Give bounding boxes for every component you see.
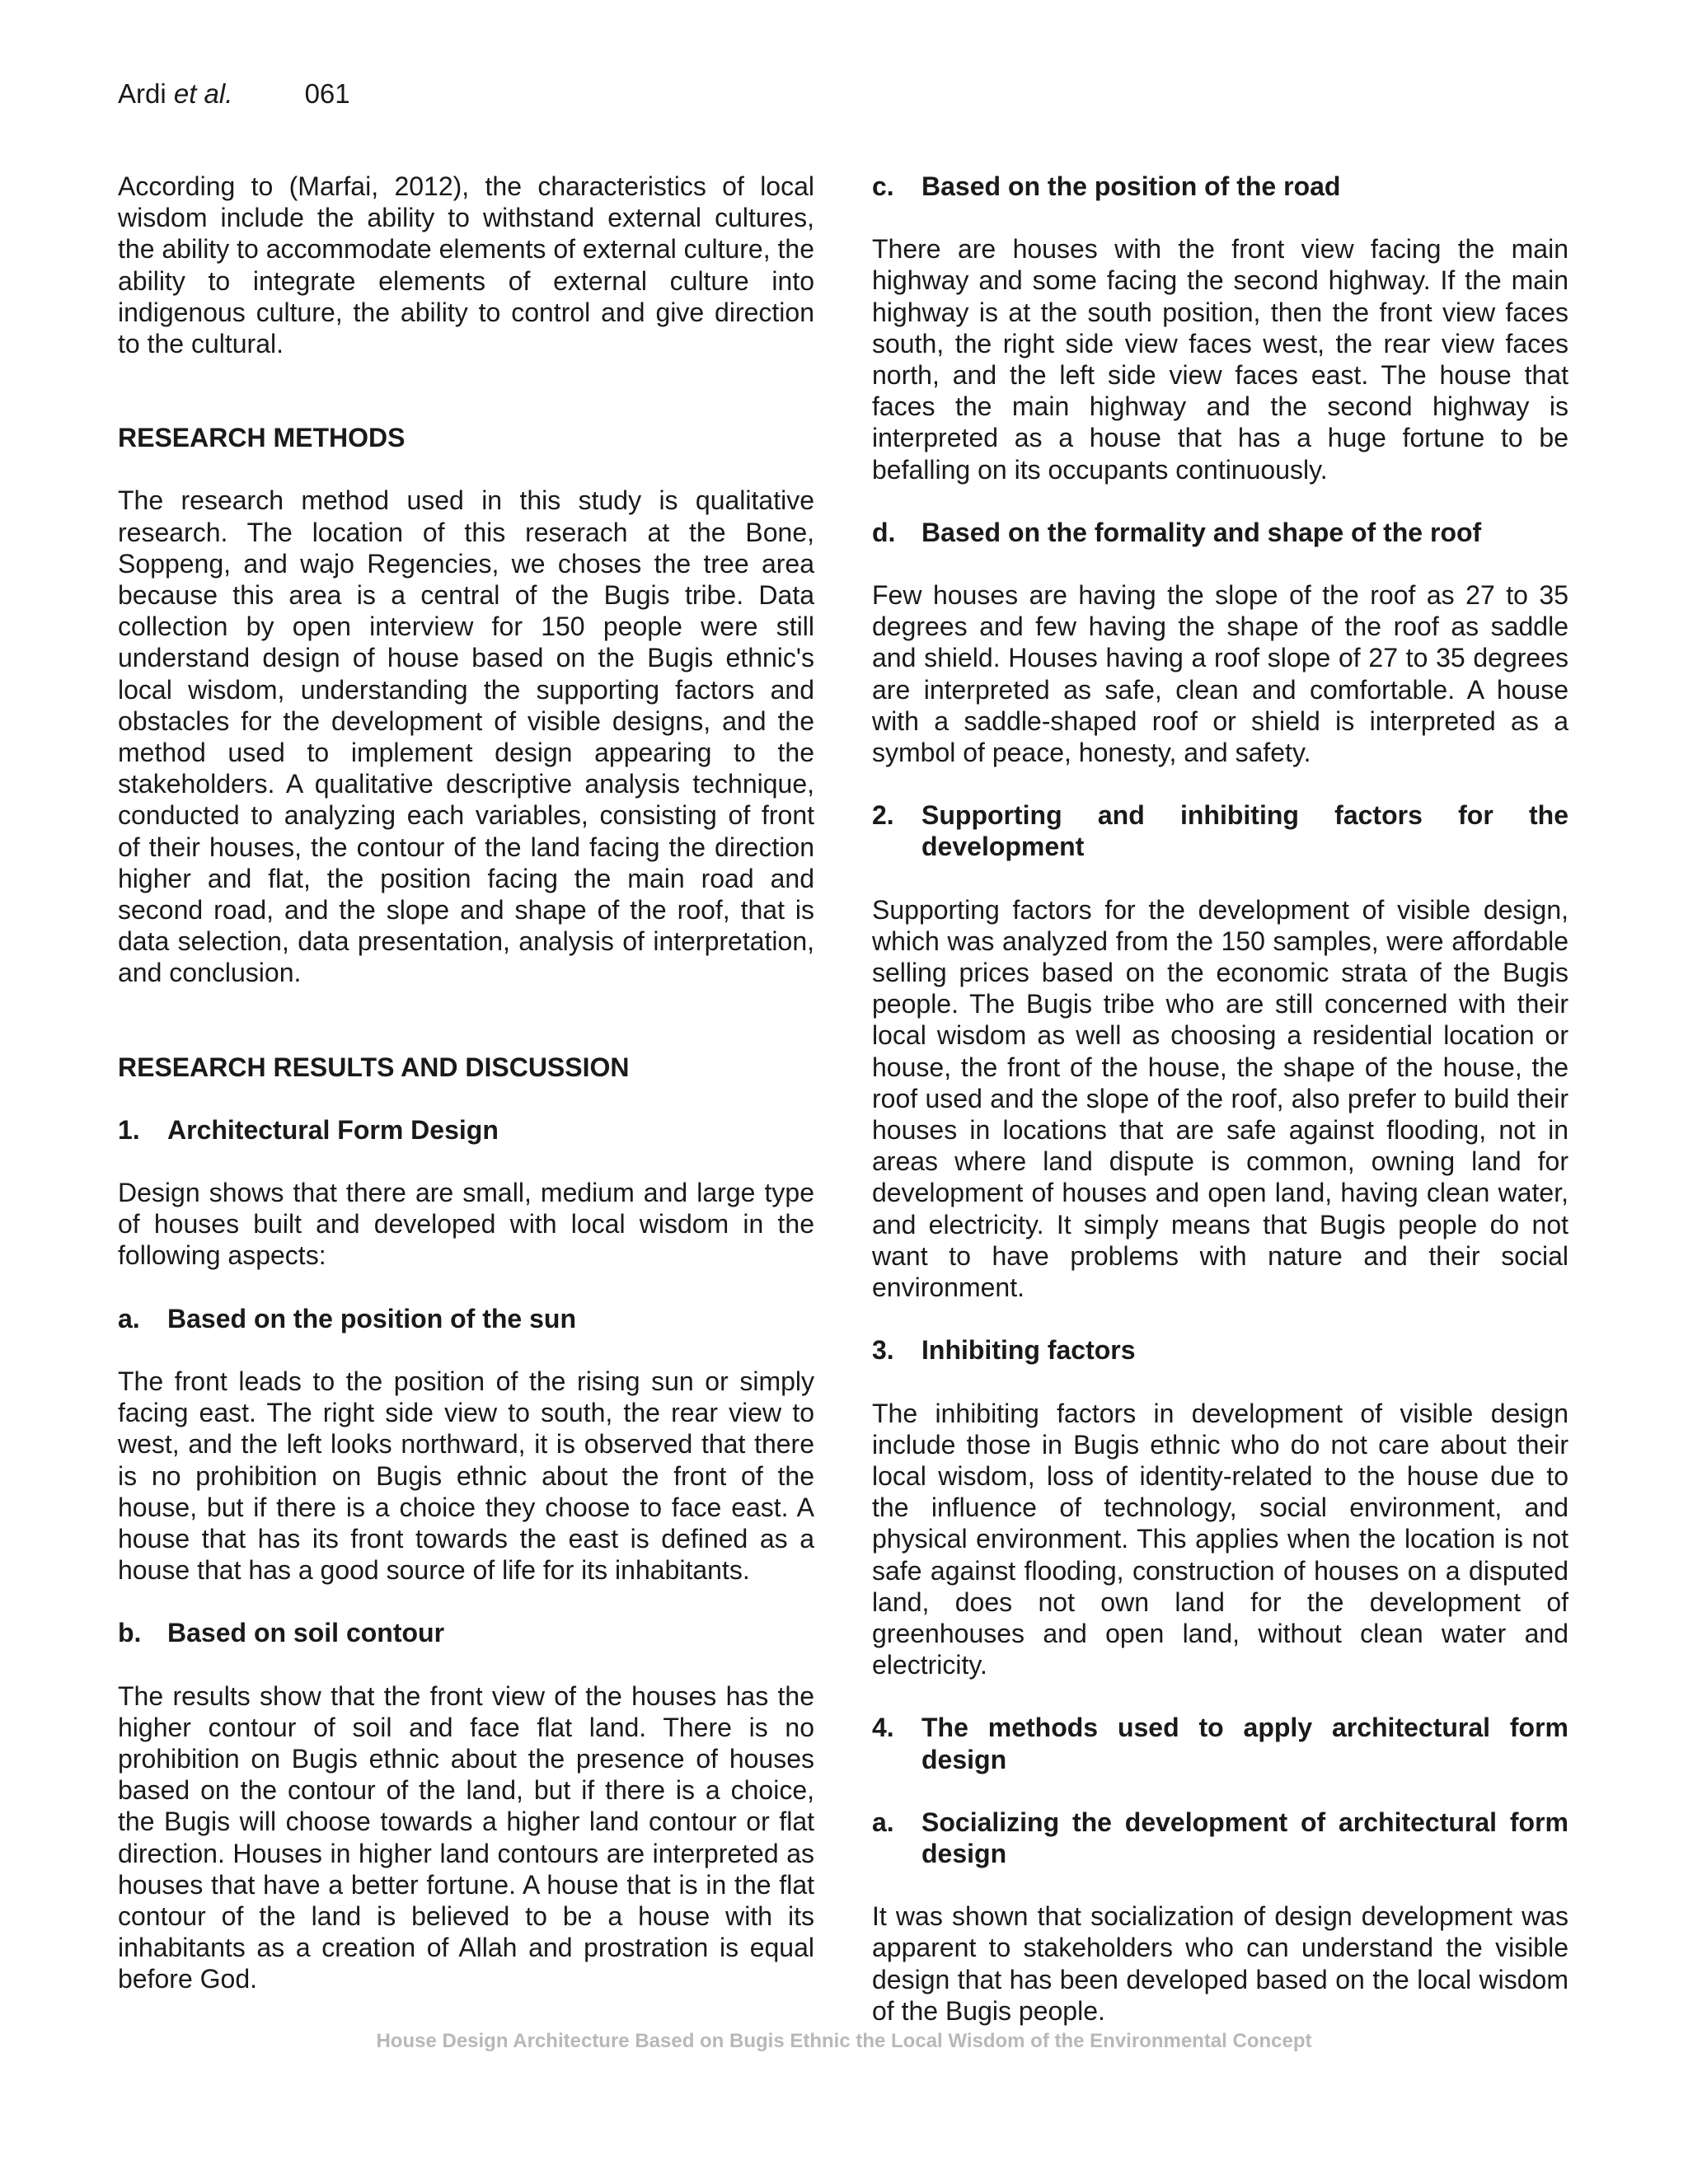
section-b-paragraph: The results show that the front view of the houses has the higher contour of soil and face flat land. There is no prohibition on Bugis ethnic about the presence of houses based on the contour of the land, but if there is a choice, the Bugis will choose towards a higher land contour or flat direction. Houses in higher land contours are interpreted as houses that have a better fortune. A house that is in the flat contour of the land is believed to be a house with its inhabitants as a creation of Allah and prostration is equal before God. <box>118 1680 814 1994</box>
author-name: Ardi <box>118 78 166 109</box>
section-b-heading <box>118 1617 814 1648</box>
section-number: a. <box>872 1807 894 1837</box>
section-3-paragraph: The inhibiting factors in development of visible design include those in Bugis ethnic who do not care about their local wisdom, loss of identity-related to the house due to the influence of technology, social environment, and physical environment. This applies when the location is not safe against flooding, construction of houses on a disputed land, does not own land for the development of greenhouses and open land, without clean water and electricity. <box>872 1398 1568 1680</box>
section-a-heading <box>118 1303 814 1334</box>
page-header <box>118 76 350 112</box>
section-2-heading <box>872 799 1568 862</box>
section-title: Based on the position of the road <box>921 171 1341 201</box>
section-number: 3. <box>872 1335 894 1366</box>
section-3-heading <box>872 1334 1568 1366</box>
section-title: Socializing the development of architectural form design <box>921 1807 1568 1868</box>
section-2-paragraph: Supporting factors for the development of visible design, which was analyzed from the 150 samples, were affordable selling prices based on the economic strata of the Bugis people. The Bugis tribe who are still concerned with their local wisdom as well as choosing a residential location or house, the front of the house, the shape of the house, the roof used and the slope of the roof, also prefer to build their houses in locations that are safe against flooding, not in areas where land dispute is common, owning land for development of houses and open land, having clean water, and electricity. It simply means that Bugis people do not want to have problems with nature and their social environment. <box>872 894 1568 1303</box>
results-heading: RESEARCH RESULTS AND DISCUSSION <box>118 1052 630 1082</box>
intro-paragraph: According to (Marfai, 2012), the characteristics of local wisdom include the ability to withstand external cultures, the ability to accommodate elements of external culture, the ability to integrate elements of external culture into indigenous culture, the ability to control and give direction to the cultural. <box>118 171 814 359</box>
section-number: a. <box>118 1303 140 1333</box>
section-1-paragraph: Design shows that there are small, medium and large type of houses built and developed with local wisdom in the following aspects: <box>118 1178 814 1271</box>
section-title: Based on the position of the sun <box>167 1303 576 1333</box>
right-column <box>872 171 1568 2027</box>
section-a-paragraph: The front leads to the position of the rising sun or simply facing east. The right side view to south, the rear view to west, and the left looks northward, it is observed that there is no prohibition on Bugis ethnic about the front of the house, but if there is a choice they choose to face east. A house that has its front towards the east is defined as a house that has a good source of life for its inhabitants. <box>118 1366 814 1586</box>
section-title: Architectural Form Design <box>167 1114 499 1145</box>
left-column <box>118 171 814 1995</box>
section-c-heading <box>872 171 1568 202</box>
section-number: 2. <box>872 800 894 831</box>
research-methods-paragraph: The research method used in this study is qualitative research. The location of this reserach at the Bone, Soppeng, and wajo Regencies, we choses the tree area because this area is a central of the Bugis tribe. Data collection by open interview for 150 people were still understand design of house based on the Bugis ethnic's local wisdom, understanding the supporting factors and obstacles for the development of visible designs, and the method used to implement design appearing to the stakeholders. A qualitative descriptive analysis technique, conducted to analyzing each variables, consisting of front of their houses, the contour of the land facing the direction higher and flat, the position facing the main road and second road, and the slope and shape of the roof, that is data selection, data presentation, analysis of interpretation, and conclusion. <box>118 485 814 988</box>
section-1-heading <box>118 1114 814 1146</box>
section-number: 1. <box>118 1114 140 1145</box>
section-number: d. <box>872 517 896 547</box>
et-al: et al. <box>173 78 233 109</box>
section-d-heading <box>872 517 1568 548</box>
section-4-heading <box>872 1712 1568 1774</box>
section-c-paragraph: There are houses with the front view facing the main highway and some facing the second highway. If the main highway is at the south position, then the front view faces south, the right side view faces west, the rear view faces north, and the left side view faces east. The house that faces the main highway and the second highway is interpreted as a house that has a huge fortune to be befalling on its occupants continuously. <box>872 234 1568 485</box>
section-number: c. <box>872 171 894 201</box>
section-title: Supporting and inhibiting factors for the development <box>921 800 1568 862</box>
page-number: 061 <box>304 78 350 109</box>
section-number: 4. <box>872 1713 894 1743</box>
section-title: Inhibiting factors <box>921 1335 1136 1366</box>
section-4a-heading <box>872 1807 1568 1869</box>
section-d-paragraph: Few houses are having the slope of the roof as 27 to 35 degrees and few having the shape of the roof as saddle and shield. Houses having a roof slope of 27 to 35 degrees are interpreted as safe, clean and comfortable. A house with a saddle-shaped roof or shield is interpreted as a symbol of peace, honesty, and safety. <box>872 580 1568 768</box>
section-title: Based on the formality and shape of the roof <box>921 517 1482 547</box>
section-4a-paragraph: It was shown that socialization of design development was apparent to stakeholders who can understand the visible design that has been developed based on the local wisdom of the Bugis people. <box>872 1901 1568 2026</box>
section-title: The methods used to apply architectural form design <box>921 1713 1568 1774</box>
section-number: b. <box>118 1618 142 1648</box>
research-methods-heading: RESEARCH METHODS <box>118 423 406 453</box>
running-footer: House Design Architecture Based on Bugis Ethnic the Local Wisdom of the Environmental Concept <box>376 2030 1312 2052</box>
section-title: Based on soil contour <box>167 1618 445 1648</box>
